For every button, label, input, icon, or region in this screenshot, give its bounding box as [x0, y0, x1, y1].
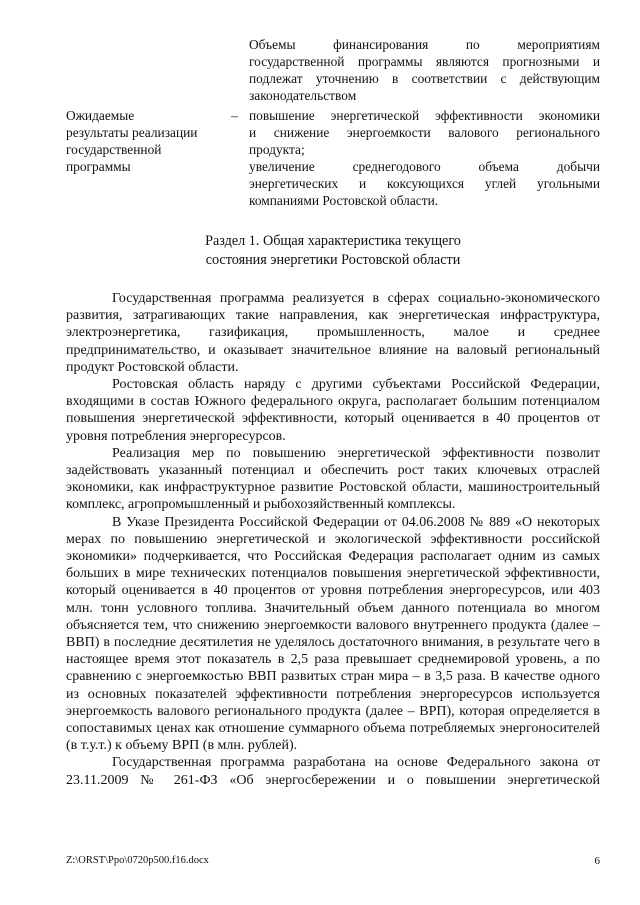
section-title-line: состояния энергетики Ростовской области: [205, 252, 461, 268]
funding-dash-cell: [226, 36, 243, 104]
section-title-line: Раздел 1. Общая характеристика текущего: [205, 233, 461, 249]
paragraph: В Указе Президента Российской Федерации от 04.06.2008 № 889 «О некоторых мерах по повышению энергетической и экологической эффективности российской экономики» подчеркивается, что Российская Федерация располагает одним из самых больших в мире технических потенциалов повышения энергетической эффективности, который оценивается в 40 процентов от уровня потребления энергоресурсов, или 403 млн. тонн условного топлива. Значительный объем данного потенциала во многом объясняется тем, что снижению энергоемкости валового внутреннего продукта (далее – ВВП) в последние десятилетия не уделялось достаточного внимания, в результате чего в настоящее время этот показатель в 2,5 раза превышает среднемировой уровень, а по сравнению с энергоемкостью ВВП развитых стран мира – в 3,5 раза. В качестве одного из основных показателей эффективности потребления энергоресурсов используется энергоемкость валового регионального продукта (далее – ВРП), которая определяется в сопоставимых ценах как отношение суммарного объема потребляемых энергоносителей (в т.у.т.) к объему ВРП (в млн. рублей).: [66, 514, 600, 754]
results-row: [66, 107, 600, 209]
footer-file-path: Z:\ORST\Ppo\0720p500.f16.docx: [66, 855, 209, 866]
passport-table: [66, 36, 600, 209]
results-label: [66, 107, 226, 209]
funding-text-line: государственной программы являются прогнозными и: [249, 54, 600, 69]
results-label-line: результаты реализации: [66, 125, 198, 140]
funding-row: [66, 36, 600, 104]
funding-label-cell: [66, 36, 226, 104]
paragraph: Государственная программа разработана на основе Федерального закона от 23.11.2009 № 261-ФЗ «Об энергосбережении и о повышении энергетической: [66, 755, 600, 788]
paragraph: Государственная программа реализуется в сферах социально-экономического развития, затрагивающих такие направления, как энергетическая инфраструктура, электроэнергетика, газификация, промышленность, малое и среднее предпринимательство, и оказывает значительное влияние на валовый региональный продукт Ростовской области.: [66, 291, 600, 375]
results-label-line: Ожидаемые: [66, 108, 135, 123]
results-text-line: энергетических и коксующихся углей угольными: [249, 176, 600, 191]
funding-text-line: законодательством: [249, 88, 357, 103]
results-text-line: и снижение энергоемкости валового регионального: [249, 125, 600, 140]
results-text-line: увеличение среднегодового объема добычи: [249, 159, 600, 174]
funding-text: [243, 36, 600, 104]
results-label-line: государственной: [66, 142, 162, 157]
funding-text-line: подлежат уточнению в соответствии с действующим: [249, 71, 600, 86]
results-text-line: компаниями Ростовской области.: [249, 193, 439, 208]
results-label-line: программы: [66, 159, 131, 174]
section-title: [66, 232, 600, 270]
funding-text-line: Объемы финансирования по мероприятиям: [249, 37, 600, 52]
results-text-line: продукта;: [249, 142, 305, 157]
results-dash: –: [231, 108, 238, 123]
page-number: 6: [594, 855, 600, 867]
paragraph: Ростовская область наряду с другими субъектами Российской Федерации, входящими в состав Южного федерального округа, располагает большим потенциалом повышения энергетической эффективности, который оценивается в 40 процентов от уровня потребления энергоресурсов.: [66, 377, 600, 444]
results-text-line: повышение энергетической эффективности экономики: [249, 108, 600, 123]
results-text: [243, 107, 600, 209]
paragraph: Реализация мер по повышению энергетической эффективности позволит задействовать указанный потенциал и обеспечить рост таких ключевых отраслей экономики, как инфраструктурное развитие Ростовской области, машиностроительный комплекс, агропромышленный и рыбохозяйственный комплексы.: [66, 445, 600, 513]
body-text: [66, 290, 600, 789]
